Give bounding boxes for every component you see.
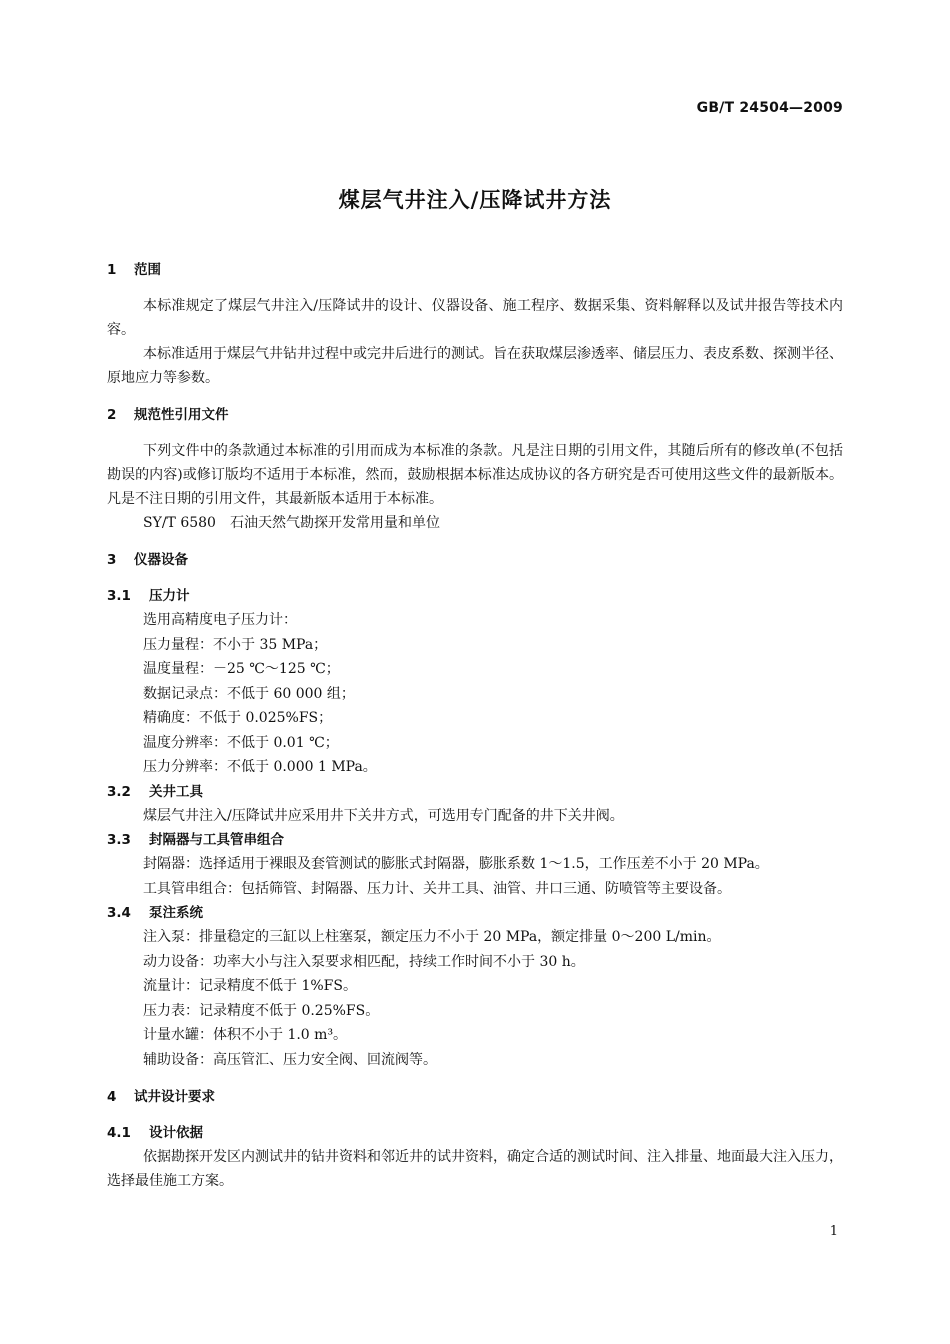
subsection-title: 泵注系统 xyxy=(149,905,203,921)
list-item: 精确度：不低于 0.025%FS； xyxy=(143,710,333,726)
paragraph: 本标准适用于煤层气井钻井过程中或完井后进行的测试。旨在获取煤层渗透率、储层压力、表皮系数、探测半径、原地应力等参数。 xyxy=(107,346,843,386)
subsection-title: 封隔器与工具管串组合 xyxy=(149,832,284,848)
section-heading-2 xyxy=(107,403,843,427)
subsection-title: 压力计 xyxy=(149,588,190,604)
normative-reference xyxy=(107,511,843,535)
list-item: 工具管串组合：包括筛管、封隔器、压力计、关井工具、油管、井口三通、防喷管等主要设备。 xyxy=(143,880,731,897)
section-title: 试井设计要求 xyxy=(134,1089,215,1105)
list-item: 温度量程：－25 ℃～125 ℃； xyxy=(143,661,340,677)
list-item: 注入泵：排量稳定的三缸以上柱塞泵，额定压力不小于 20 MPa，额定排量 0～200 L/min。 xyxy=(143,929,721,945)
section-heading-1 xyxy=(107,258,843,282)
list-item: 压力表：记录精度不低于 0.25%FS。 xyxy=(143,1002,380,1019)
subsection-heading-3-1 xyxy=(107,584,843,608)
list-item: 压力分辨率：不低于 0.000 1 MPa。 xyxy=(143,759,377,775)
subsection-number: 3.3 xyxy=(107,832,131,848)
list-item: 流量计：记录精度不低于 1%FS。 xyxy=(143,978,357,994)
document-body xyxy=(107,258,843,1193)
subsection-heading-3-4 xyxy=(107,901,843,925)
page-number: 1 xyxy=(829,1224,838,1239)
subsection-number: 3.2 xyxy=(107,783,131,800)
paragraph: 依据勘探开发区内测试井的钻井资料和邻近井的试井资料，确定合适的测试时间、注入排量、地面最大注入压力，选择最佳施工方案。 xyxy=(107,1149,843,1189)
list-item: 数据记录点：不低于 60 000 组； xyxy=(143,685,355,702)
subsection-number: 3.1 xyxy=(107,588,131,604)
section-heading-3 xyxy=(107,548,843,572)
document-title: 煤层气井注入/压降试井方法 xyxy=(338,188,612,212)
subsection-heading-3-3 xyxy=(107,828,843,852)
paragraph: 本标准规定了煤层气井注入/压降试井的设计、仪器设备、施工程序、数据采集、资料解释以及试井报告等技术内容。 xyxy=(107,298,843,338)
list-item: 动力设备：功率大小与注入泵要求相匹配，持续工作时间不小于 30 h。 xyxy=(143,953,585,970)
list-item: 压力量程：不小于 35 MPa； xyxy=(143,636,328,653)
list-item: 温度分辨率：不低于 0.01 ℃； xyxy=(143,734,339,751)
subsection-title: 关井工具 xyxy=(149,783,203,800)
subsection-number: 4.1 xyxy=(107,1125,131,1141)
paragraph: 下列文件中的条款通过本标准的引用而成为本标准的条款。凡是注日期的引用文件，其随后所有的修改单(不包括勘误的内容)或修订版均不适用于本标准，然而，鼓励根据本标准达成协议的各方研究是否可使用这些文件的最新版本。凡是不注日期的引用文件，其最新版本适用于本标准。 xyxy=(107,443,843,507)
section-number: 1 xyxy=(107,262,117,278)
list-item: 封隔器：选择适用于裸眼及套管测试的膨胀式封隔器，膨胀系数 1～1.5，工作压差不小于 20 MPa。 xyxy=(143,856,769,872)
list-item: 辅助设备：高压管汇、压力安全阀、回流阀等。 xyxy=(143,1051,437,1068)
section-title: 仪器设备 xyxy=(134,552,188,568)
list-item: 选用高精度电子压力计： xyxy=(143,612,297,628)
subsection-heading-4-1 xyxy=(107,1121,843,1145)
section-number: 3 xyxy=(107,552,117,568)
list-item: 计量水罐：体积不小于 1.0 m³。 xyxy=(143,1027,348,1043)
subsection-title: 设计依据 xyxy=(149,1125,203,1141)
section-number: 2 xyxy=(107,407,117,423)
document-code: GB/T 24504—2009 xyxy=(696,100,843,116)
section-title: 规范性引用文件 xyxy=(134,407,229,423)
reference-title: 石油天然气勘探开发常用量和单位 xyxy=(229,515,440,531)
subsection-number: 3.4 xyxy=(107,905,131,921)
section-heading-4 xyxy=(107,1085,843,1109)
section-title: 范围 xyxy=(134,262,161,278)
section-number: 4 xyxy=(107,1089,117,1105)
subsection-heading-3-2 xyxy=(107,780,843,804)
list-item: 煤层气井注入/压降试井应采用井下关井方式，可选用专门配备的井下关井阀。 xyxy=(143,807,624,824)
reference-code: SY/T 6580 xyxy=(143,515,216,531)
